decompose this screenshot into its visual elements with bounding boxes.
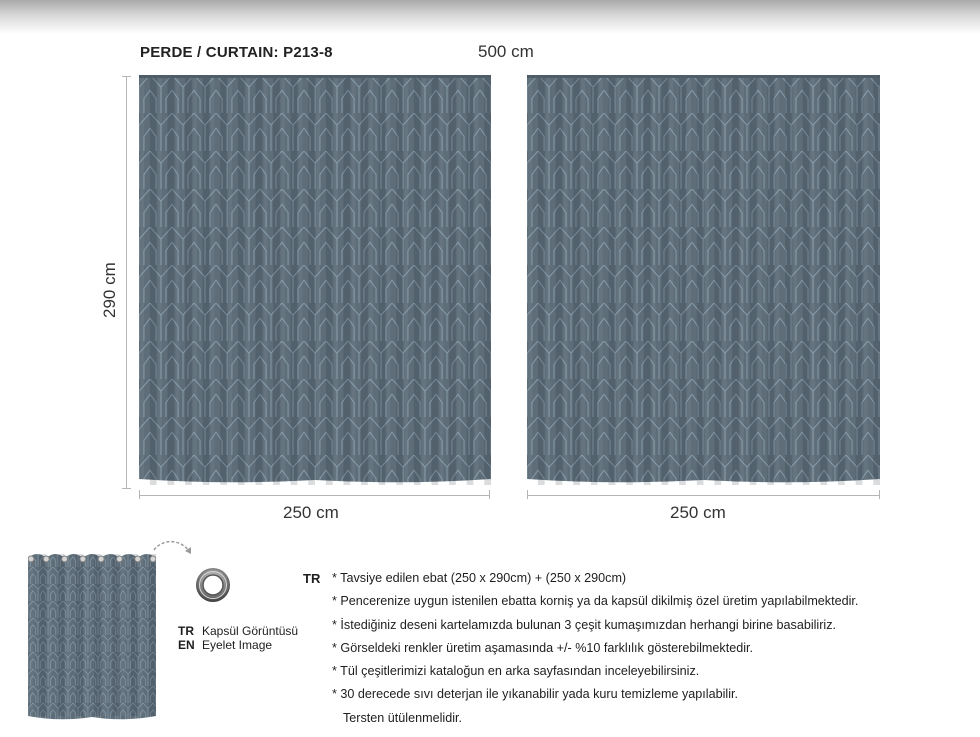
note-item: * İstediğiniz deseni kartelamızda bulunan 3 çeşit kumaşımızdan herhangi birine basabiliriz. <box>332 617 837 632</box>
right-width-guide-tick-b <box>879 490 880 499</box>
product-title: PERDE / CURTAIN: P213-8 <box>140 44 333 61</box>
left-width-guide-tick-b <box>489 490 490 499</box>
left-width-guide-tick-a <box>139 490 140 499</box>
eyelet-en-code: EN <box>178 638 195 652</box>
curved-arrow-icon <box>150 536 198 573</box>
note-item: * Görseldeki renkler üretim aşamasında +/- %10 farklılık gösterebilmektedir. <box>332 640 754 655</box>
notes-list <box>303 567 858 730</box>
eyelet-en-text: Eyelet Image <box>202 638 273 652</box>
height-label: 290 cm <box>100 262 119 318</box>
right-curtain-panel <box>527 75 880 485</box>
curtain-thumbnail <box>28 550 156 725</box>
right-width-guide-line <box>527 495 880 496</box>
eyelet-label-tr <box>178 624 298 638</box>
note-item: * Pencerenize uygun istenilen ebatta korniş ya da kapsül dikilmiş özel üretim yapılabilmektedir. <box>332 594 859 609</box>
eyelet-tr-code: TR <box>178 624 194 638</box>
left-width-guide-line <box>139 495 490 496</box>
top-shade <box>0 0 980 34</box>
note-item: * Tavsiye edilen ebat (250 x 290cm) + (250 x 290cm) <box>332 571 627 585</box>
total-width-label: 500 cm <box>478 42 534 61</box>
right-panel-width-label: 250 cm <box>670 503 726 522</box>
right-width-guide-tick-a <box>527 490 528 499</box>
note-item: * 30 derecede sıvı deterjan ile yıkanabilir yada kuru temizleme yapılabilir. <box>332 687 739 702</box>
eyelet-ring-icon <box>193 565 233 610</box>
eyelet-labels <box>178 624 298 652</box>
product-notes <box>303 567 858 730</box>
notes-language-code: TR <box>303 571 321 586</box>
note-continuation: Tersten ütülenmelidir. <box>343 710 463 725</box>
eyelet-label-en <box>178 638 298 652</box>
height-guide-top-tick <box>122 76 131 77</box>
note-item: * Tül çeşitlerimizi kataloğun en arka sayfasından inceleyebilirsiniz. <box>332 664 700 679</box>
height-guide-line <box>126 76 127 489</box>
eyelet-tr-text: Kapsül Görüntüsü <box>202 624 299 638</box>
left-curtain-panel <box>139 75 491 485</box>
height-guide-bottom-tick <box>122 488 131 489</box>
left-panel-width-label: 250 cm <box>283 503 339 522</box>
